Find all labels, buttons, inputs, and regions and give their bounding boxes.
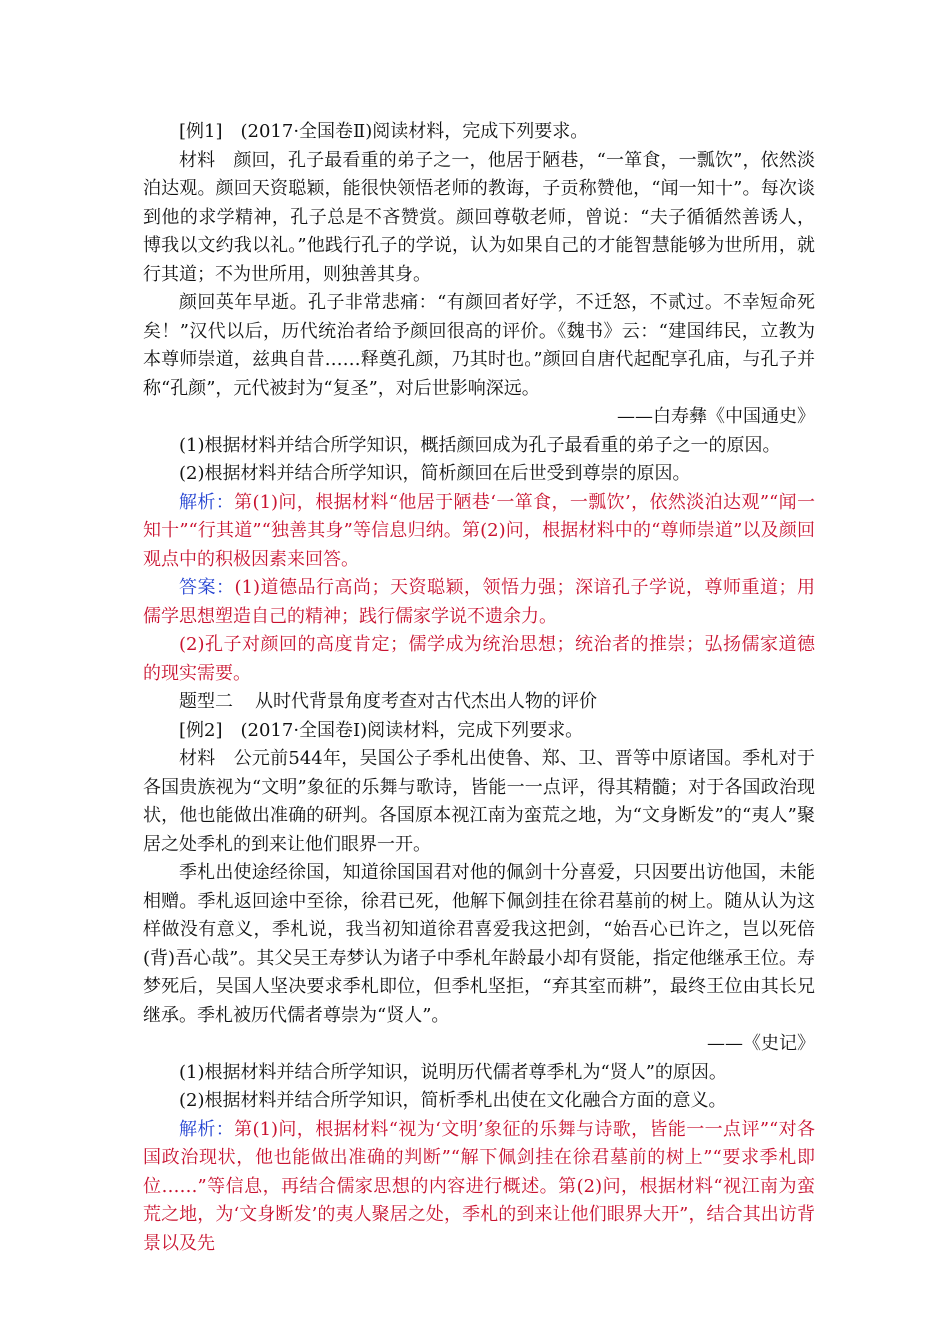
example1-material-para2: 颜回英年早逝。孔子非常悲痛：“有颜回者好学，不迁怒，不贰过。不幸短命死矣！”汉代以后，历代统治者给予颜回很高的评价。《魏书》云：“建国纬民，立教为本尊师崇道，兹典自昔……释奠孔颜，乃其时也。”颜回自唐代起配享孔庙，与孔子并称“孔颜”，元代被封为“复圣”，对后世影响深远。 xyxy=(143,292,815,399)
example1-analysis xyxy=(143,489,815,575)
analysis-label: 解析： xyxy=(179,491,235,513)
example1-header: [例1] (2017·全国卷Ⅱ)阅读材料，完成下列要求。 xyxy=(179,121,589,142)
example1-source: ——白寿彝《中国通史》 xyxy=(617,406,815,427)
section2-title-b: 从时代背景角度考查对古代杰出人物的评价 xyxy=(255,691,597,712)
example1-answer1 xyxy=(143,574,815,631)
example2-header: [例2] (2017·全国卷Ⅰ)阅读材料，完成下列要求。 xyxy=(179,719,584,741)
example2-material-para2: 季札出使途经徐国，知道徐国国君对他的佩剑十分喜爱，只因要出访他国，未能相赠。季札返回途中至徐，徐君已死，他解下佩剑挂在徐君墓前的树上。随从认为这样做没有意义，季札说，我当初知道徐君喜爱我这把剑，“始吾心已许之，岂以死倍(背)吾心哉”。其父吴王寿梦认为诸子中季札年龄最小却有贤能，指定他继承王位。寿梦死后，吴国人坚决要求季札即位，但季札坚拒，“弃其室而耕”，最终王位由其长兄继承。季札被历代儒者尊崇为“贤人”。 xyxy=(143,862,815,1026)
analysis-text: 第(1)问，根据材料“他居于陋巷‘一箪食，一瓢饮’，依然淡泊达观”“闻一知十”“行其道”“独善其身”等信息归纳。第(2)问，根据材料中的“尊师崇道”以及颜回观点中的积极因素来回答。 xyxy=(143,491,816,570)
section2-title xyxy=(143,688,815,717)
example2-question2: (2)根据材料并结合所学知识，简析季札出使在文化融合方面的意义。 xyxy=(179,1090,727,1111)
example1-material-para1: 材料 颜回，孔子最看重的弟子之一，他居于陋巷，“一箪食，一瓢饮”，依然淡泊达观。颜回天资聪颖，能很快领悟老师的教诲，子贡称赞他，“闻一知十”。每次谈到他的求学精神，孔子总是不吝赞赏。颜回尊敬老师，曾说：“夫子循循然善诱人，博我以文约我以礼。”他践行孔子的学说，认为如果自己的才能智慧能够为世所用，就行其道；不为世所用，则独善其身。 xyxy=(143,149,815,285)
example1-answer2: (2)孔子对颜回的高度肯定；儒学成为统治思想；统治者的推崇；弘扬儒家道德的现实需要。 xyxy=(143,634,815,684)
example2-material-para1: 材料 公元前544年，吴国公子季札出使鲁、郑、卫、晋等中原诸国。季札对于各国贵族视为“文明”象征的乐舞与歌诗，皆能一一点评，得其精髓；对于各国政治现状，他也能做出准确的研判。各国原本视江南为蛮荒之地，为“文身断发”的“夷人”聚居之处季札的到来让他们眼界一开。 xyxy=(143,748,815,855)
example1-question2: (2)根据材料并结合所学知识，简析颜回在后世受到尊崇的原因。 xyxy=(179,463,691,484)
analysis-label: 解析： xyxy=(179,1118,235,1140)
analysis-text: 第(1)问，根据材料“视为‘文明’象征的乐舞与诗歌，皆能一一点评”“对各国政治现状，他也能做出准确的判断”“解下佩剑挂在徐君墓前的树上”“要求季札即位……”等信息，再结合儒家思想的内容进行概述。第(2)问，根据材料“视江南为蛮荒之地，为‘文身断发’的夷人聚居之处，季札的到来让他们眼界大开”，结合其出访背景以及先 xyxy=(143,1118,816,1254)
example1-question1: (1)根据材料并结合所学知识，概括颜回成为孔子最看重的弟子之一的原因。 xyxy=(179,434,781,456)
section2-title-a: 题型二 xyxy=(179,691,233,712)
answer1-text: (1)道德品行高尚；天资聪颖，领悟力强；深谙孔子学说，尊师重道；用儒学思想塑造自己的精神；践行儒家学说不遗余力。 xyxy=(143,577,815,627)
example2-analysis xyxy=(143,1116,815,1259)
document-page xyxy=(143,118,815,1258)
example2-source: ——《史记》 xyxy=(707,1033,815,1054)
answer-label: 答案： xyxy=(179,577,235,598)
example2-question1: (1)根据材料并结合所学知识，说明历代儒者尊季札为“贤人”的原因。 xyxy=(179,1061,727,1083)
